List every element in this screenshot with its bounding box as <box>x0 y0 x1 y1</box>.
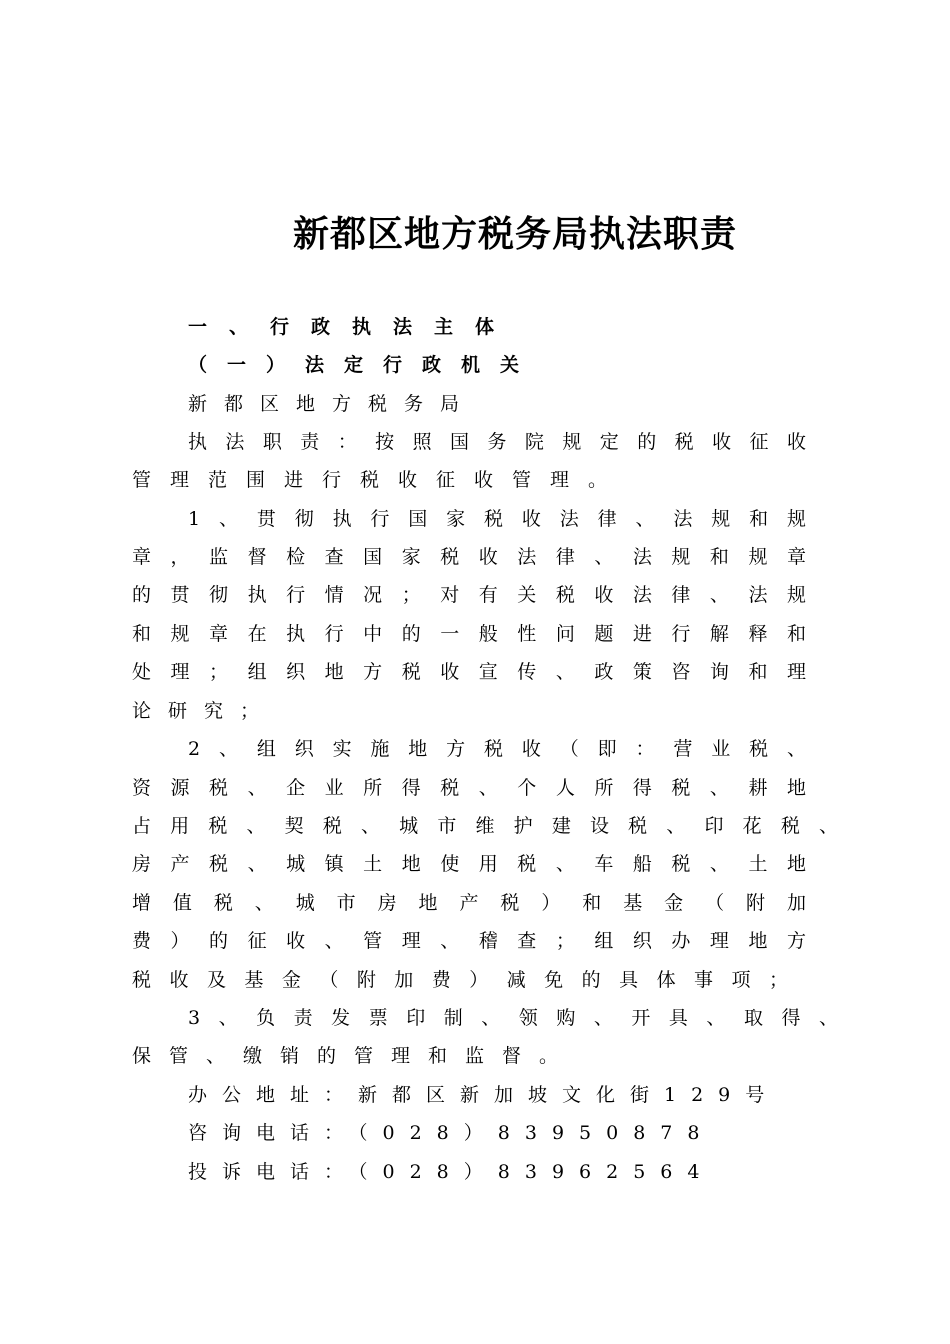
item2-line-2: 资源税、企业所得税、个人所得税、耕地 <box>132 777 810 799</box>
item3-line-1: 3、负责发票印制、领购、开具、取得、 <box>188 1007 842 1029</box>
item1-line-6: 论研究； <box>132 700 277 722</box>
item2-line-3: 占用税、契税、城市维护建设税、印花税、 <box>132 815 842 837</box>
item2-line-6: 费）的征收、管理、稽查；组织办理地方 <box>132 930 810 952</box>
section-heading: 一、行政执法主体 <box>188 316 517 338</box>
item2-line-4: 房产税、城镇土地使用税、车船税、土地 <box>132 853 810 875</box>
agency-name: 新都区地方税务局 <box>188 393 477 415</box>
consult-phone: 咨询电话：（028）83950878 <box>188 1122 715 1144</box>
item2-line-5: 增值税、城市房地产税）和基金（附加 <box>132 892 810 914</box>
item1-line-4: 和规章在执行中的一般性问题进行解释和 <box>132 623 810 645</box>
item1-line-3: 的贯彻执行情况；对有关税收法律、法规 <box>132 584 810 606</box>
item1-line-5: 处理；组织地方税收宣传、政策咨询和理 <box>132 661 810 683</box>
subsection-heading: （一）法定行政机关 <box>188 354 540 376</box>
item1-line-2: 章，监督检查国家税收法律、法规和规章 <box>132 546 810 568</box>
page-title: 新都区地方税务局执法职责 <box>292 213 737 255</box>
item2-line-1: 2、组织实施地方税收（即：营业税、 <box>188 738 810 760</box>
complaint-phone: 投诉电话：（028）83962564 <box>188 1161 715 1183</box>
item2-line-7: 税收及基金（附加费）减免的具体事项； <box>132 969 792 991</box>
item3-line-2: 保管、缴销的管理和监督。 <box>132 1045 577 1067</box>
duty-line-1: 执法职责：按照国务院规定的税收征收 <box>188 431 810 453</box>
office-address: 办公地址：新都区新加坡文化街129号 <box>188 1084 780 1106</box>
duty-line-2: 管理范围进行税收征收管理。 <box>132 469 627 491</box>
item1-line-1: 1、贯彻执行国家税收法律、法规和规 <box>188 508 810 530</box>
